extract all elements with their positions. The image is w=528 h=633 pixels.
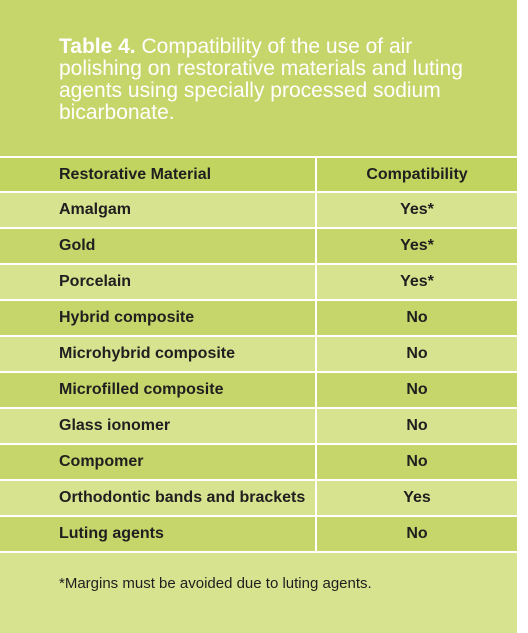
table-row — [0, 192, 517, 228]
compatibility-cell: No — [316, 300, 517, 336]
compatibility-cell: Yes* — [316, 228, 517, 264]
material-cell: Amalgam — [0, 192, 316, 228]
compatibility-cell: Yes — [316, 480, 517, 516]
table-row — [0, 228, 517, 264]
material-cell: Microhybrid composite — [0, 336, 316, 372]
material-cell: Porcelain — [0, 264, 316, 300]
compatibility-cell: Yes* — [316, 192, 517, 228]
compatibility-cell: Yes* — [316, 264, 517, 300]
compatibility-table — [0, 156, 517, 633]
material-cell: Hybrid composite — [0, 300, 316, 336]
compatibility-cell: No — [316, 516, 517, 552]
table-row — [0, 408, 517, 444]
material-cell: Luting agents — [0, 516, 316, 552]
compatibility-cell: No — [316, 408, 517, 444]
table-number: Table 4. — [59, 35, 136, 58]
material-cell: Glass ionomer — [0, 408, 316, 444]
table-caption: Compatibility of the use of air polishing on restorative materials and luting agents using specially processed sodium bicarbonate. — [59, 35, 463, 124]
column-header-compatibility: Compatibility — [316, 157, 517, 192]
column-header-material: Restorative Material — [0, 157, 316, 192]
material-cell: Gold — [0, 228, 316, 264]
compatibility-cell: No — [316, 372, 517, 408]
compatibility-cell: No — [316, 336, 517, 372]
table-row — [0, 372, 517, 408]
table-row — [0, 264, 517, 300]
material-cell: Microfilled composite — [0, 372, 316, 408]
table-title — [59, 36, 499, 124]
table-row — [0, 336, 517, 372]
table-row — [0, 444, 517, 480]
material-cell: Orthodontic bands and brackets — [0, 480, 316, 516]
footnote: *Margins must be avoided due to luting agents. — [0, 552, 517, 633]
table-header-row — [0, 157, 517, 192]
footnote-row — [0, 552, 517, 633]
table-row — [0, 516, 517, 552]
compatibility-cell: No — [316, 444, 517, 480]
material-cell: Compomer — [0, 444, 316, 480]
table-row — [0, 300, 517, 336]
table-row — [0, 480, 517, 516]
